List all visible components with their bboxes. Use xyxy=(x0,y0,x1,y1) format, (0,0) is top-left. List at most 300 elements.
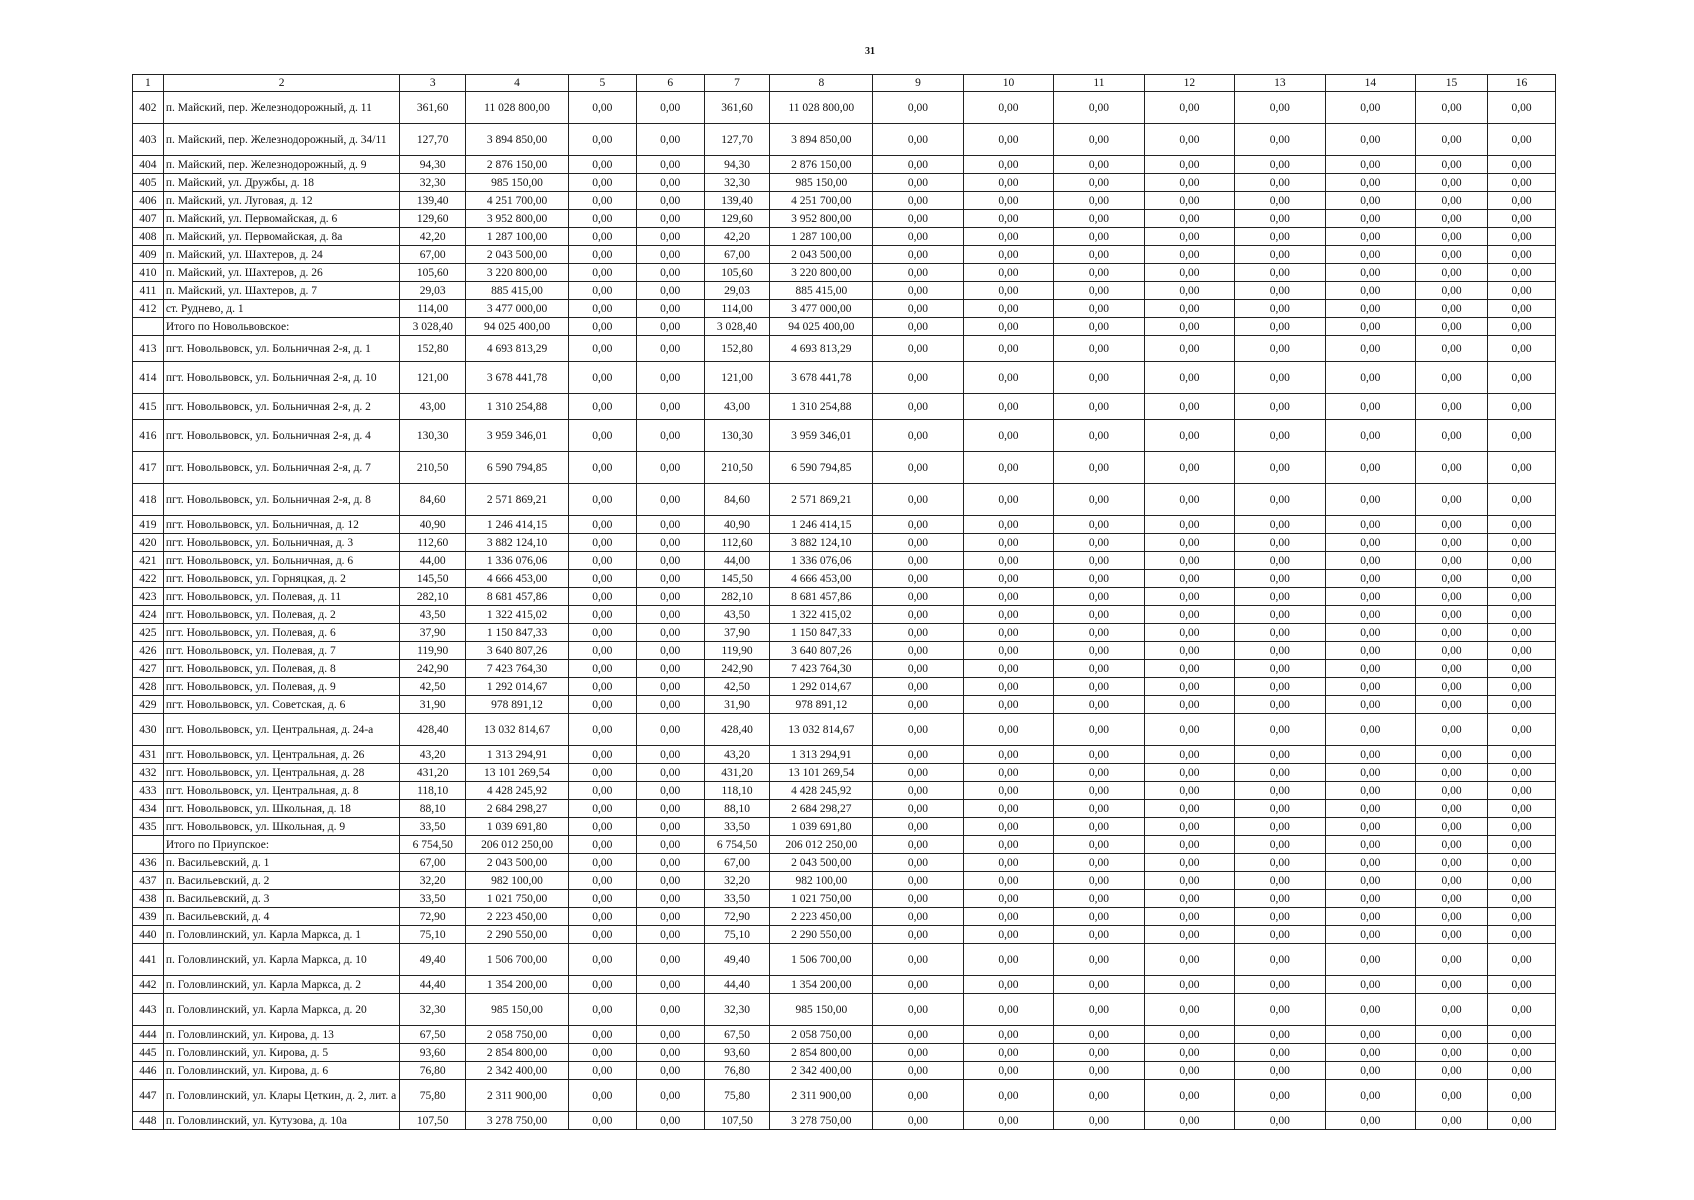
value-cell-col-4: 978 891,12 xyxy=(466,696,569,714)
value-cell-col-12: 0,00 xyxy=(1144,246,1234,264)
value-cell-col-10: 0,00 xyxy=(963,174,1053,192)
value-cell-col-5: 0,00 xyxy=(568,570,636,588)
table-row xyxy=(133,944,1556,976)
value-cell-col-13: 0,00 xyxy=(1235,678,1325,696)
table-row xyxy=(133,1112,1556,1130)
value-cell-col-15: 0,00 xyxy=(1416,872,1488,890)
table-row xyxy=(133,926,1556,944)
value-cell-col-10: 0,00 xyxy=(963,642,1053,660)
value-cell-col-14: 0,00 xyxy=(1325,570,1415,588)
value-cell-col-9: 0,00 xyxy=(873,836,963,854)
value-cell-col-8: 2 223 450,00 xyxy=(770,908,873,926)
value-cell-col-4: 1 354 200,00 xyxy=(466,976,569,994)
value-cell-col-10: 0,00 xyxy=(963,624,1053,642)
value-cell-col-6: 0,00 xyxy=(636,764,704,782)
value-cell-col-7: 112,60 xyxy=(704,534,770,552)
value-cell-col-12: 0,00 xyxy=(1144,394,1234,420)
value-cell-col-12: 0,00 xyxy=(1144,890,1234,908)
value-cell-col-14: 0,00 xyxy=(1325,516,1415,534)
column-header-15: 15 xyxy=(1416,75,1488,92)
value-cell-col-13: 0,00 xyxy=(1235,300,1325,318)
table-row xyxy=(133,642,1556,660)
value-cell-col-5: 0,00 xyxy=(568,516,636,534)
value-cell-col-8: 3 220 800,00 xyxy=(770,264,873,282)
value-cell-col-6: 0,00 xyxy=(636,192,704,210)
value-cell-col-12: 0,00 xyxy=(1144,570,1234,588)
value-cell-col-3: 31,90 xyxy=(400,696,466,714)
value-cell-col-6: 0,00 xyxy=(636,570,704,588)
value-cell-col-8: 1 354 200,00 xyxy=(770,976,873,994)
value-cell-col-10: 0,00 xyxy=(963,836,1053,854)
value-cell-col-6: 0,00 xyxy=(636,714,704,746)
value-cell-col-16: 0,00 xyxy=(1488,926,1556,944)
column-header-3: 3 xyxy=(400,75,466,92)
value-cell-col-10: 0,00 xyxy=(963,994,1053,1026)
value-cell-col-3: 32,30 xyxy=(400,994,466,1026)
value-cell-col-16: 0,00 xyxy=(1488,420,1556,452)
value-cell-col-4: 1 336 076,06 xyxy=(466,552,569,570)
value-cell-col-11: 0,00 xyxy=(1054,452,1144,484)
row-number: 419 xyxy=(133,516,164,534)
value-cell-col-8: 6 590 794,85 xyxy=(770,452,873,484)
value-cell-col-4: 7 423 764,30 xyxy=(466,660,569,678)
address-cell: п. Васильевский, д. 1 xyxy=(163,854,399,872)
value-cell-col-5: 0,00 xyxy=(568,800,636,818)
value-cell-col-16: 0,00 xyxy=(1488,836,1556,854)
value-cell-col-5: 0,00 xyxy=(568,552,636,570)
value-cell-col-5: 0,00 xyxy=(568,156,636,174)
column-header-10: 10 xyxy=(963,75,1053,92)
value-cell-col-4: 1 150 847,33 xyxy=(466,624,569,642)
row-number: 408 xyxy=(133,228,164,246)
value-cell-col-12: 0,00 xyxy=(1144,174,1234,192)
value-cell-col-3: 32,20 xyxy=(400,872,466,890)
value-cell-col-10: 0,00 xyxy=(963,908,1053,926)
row-number: 432 xyxy=(133,764,164,782)
value-cell-col-15: 0,00 xyxy=(1416,516,1488,534)
value-cell-col-8: 2 043 500,00 xyxy=(770,246,873,264)
table-row xyxy=(133,678,1556,696)
table-row xyxy=(133,300,1556,318)
value-cell-col-9: 0,00 xyxy=(873,1044,963,1062)
value-cell-col-9: 0,00 xyxy=(873,994,963,1026)
value-cell-col-12: 0,00 xyxy=(1144,1062,1234,1080)
table-row xyxy=(133,818,1556,836)
value-cell-col-4: 3 477 000,00 xyxy=(466,300,569,318)
value-cell-col-11: 0,00 xyxy=(1054,1080,1144,1112)
row-number: 425 xyxy=(133,624,164,642)
address-cell: пгт. Новольвовск, ул. Больничная, д. 3 xyxy=(163,534,399,552)
value-cell-col-13: 0,00 xyxy=(1235,516,1325,534)
address-cell: пгт. Новольвовск, ул. Больничная 2-я, д. 7 xyxy=(163,452,399,484)
value-cell-col-9: 0,00 xyxy=(873,678,963,696)
value-cell-col-11: 0,00 xyxy=(1054,174,1144,192)
value-cell-col-8: 1 246 414,15 xyxy=(770,516,873,534)
value-cell-col-15: 0,00 xyxy=(1416,362,1488,394)
value-cell-col-14: 0,00 xyxy=(1325,854,1415,872)
value-cell-col-3: 75,10 xyxy=(400,926,466,944)
value-cell-col-15: 0,00 xyxy=(1416,908,1488,926)
value-cell-col-11: 0,00 xyxy=(1054,1112,1144,1130)
value-cell-col-12: 0,00 xyxy=(1144,714,1234,746)
value-cell-col-7: 32,20 xyxy=(704,872,770,890)
value-cell-col-11: 0,00 xyxy=(1054,944,1144,976)
value-cell-col-7: 210,50 xyxy=(704,452,770,484)
value-cell-col-5: 0,00 xyxy=(568,1112,636,1130)
address-cell: пгт. Новольвовск, ул. Больничная 2-я, д. 1 xyxy=(163,336,399,362)
row-number: 407 xyxy=(133,210,164,228)
value-cell-col-3: 43,00 xyxy=(400,394,466,420)
value-cell-col-7: 107,50 xyxy=(704,1112,770,1130)
value-cell-col-16: 0,00 xyxy=(1488,552,1556,570)
value-cell-col-14: 0,00 xyxy=(1325,394,1415,420)
value-cell-col-16: 0,00 xyxy=(1488,362,1556,394)
column-number-header xyxy=(133,75,1556,92)
value-cell-col-7: 43,20 xyxy=(704,746,770,764)
value-cell-col-16: 0,00 xyxy=(1488,484,1556,516)
value-cell-col-7: 105,60 xyxy=(704,264,770,282)
value-cell-col-6: 0,00 xyxy=(636,994,704,1026)
value-cell-col-10: 0,00 xyxy=(963,890,1053,908)
table-row xyxy=(133,174,1556,192)
value-cell-col-7: 76,80 xyxy=(704,1062,770,1080)
value-cell-col-8: 2 571 869,21 xyxy=(770,484,873,516)
value-cell-col-3: 33,50 xyxy=(400,890,466,908)
value-cell-col-7: 43,50 xyxy=(704,606,770,624)
value-cell-col-7: 32,30 xyxy=(704,994,770,1026)
value-cell-col-8: 13 101 269,54 xyxy=(770,764,873,782)
value-cell-col-8: 11 028 800,00 xyxy=(770,92,873,124)
value-cell-col-15: 0,00 xyxy=(1416,92,1488,124)
value-cell-col-10: 0,00 xyxy=(963,264,1053,282)
value-cell-col-10: 0,00 xyxy=(963,1026,1053,1044)
value-cell-col-14: 0,00 xyxy=(1325,624,1415,642)
value-cell-col-3: 37,90 xyxy=(400,624,466,642)
value-cell-col-11: 0,00 xyxy=(1054,1044,1144,1062)
value-cell-col-4: 13 032 814,67 xyxy=(466,714,569,746)
row-number: 416 xyxy=(133,420,164,452)
address-cell: пгт. Новольвовск, ул. Больничная 2-я, д. 10 xyxy=(163,362,399,394)
value-cell-col-3: 84,60 xyxy=(400,484,466,516)
value-cell-col-14: 0,00 xyxy=(1325,1044,1415,1062)
address-cell: п. Васильевский, д. 4 xyxy=(163,908,399,926)
table-row xyxy=(133,394,1556,420)
value-cell-col-13: 0,00 xyxy=(1235,282,1325,300)
value-cell-col-5: 0,00 xyxy=(568,890,636,908)
value-cell-col-5: 0,00 xyxy=(568,764,636,782)
value-cell-col-11: 0,00 xyxy=(1054,534,1144,552)
value-cell-col-12: 0,00 xyxy=(1144,836,1234,854)
value-cell-col-4: 2 342 400,00 xyxy=(466,1062,569,1080)
row-number: 433 xyxy=(133,782,164,800)
value-cell-col-9: 0,00 xyxy=(873,534,963,552)
value-cell-col-11: 0,00 xyxy=(1054,800,1144,818)
value-cell-col-9: 0,00 xyxy=(873,1080,963,1112)
value-cell-col-14: 0,00 xyxy=(1325,264,1415,282)
value-cell-col-9: 0,00 xyxy=(873,908,963,926)
table-row xyxy=(133,420,1556,452)
value-cell-col-8: 94 025 400,00 xyxy=(770,318,873,336)
value-cell-col-8: 1 150 847,33 xyxy=(770,624,873,642)
row-number: 435 xyxy=(133,818,164,836)
value-cell-col-4: 4 428 245,92 xyxy=(466,782,569,800)
value-cell-col-9: 0,00 xyxy=(873,944,963,976)
value-cell-col-11: 0,00 xyxy=(1054,890,1144,908)
value-cell-col-9: 0,00 xyxy=(873,782,963,800)
value-cell-col-12: 0,00 xyxy=(1144,1026,1234,1044)
value-cell-col-7: 32,30 xyxy=(704,174,770,192)
value-cell-col-10: 0,00 xyxy=(963,714,1053,746)
value-cell-col-5: 0,00 xyxy=(568,714,636,746)
value-cell-col-10: 0,00 xyxy=(963,1112,1053,1130)
value-cell-col-10: 0,00 xyxy=(963,336,1053,362)
column-header-2: 2 xyxy=(163,75,399,92)
value-cell-col-16: 0,00 xyxy=(1488,1044,1556,1062)
value-cell-col-5: 0,00 xyxy=(568,318,636,336)
row-number: 417 xyxy=(133,452,164,484)
value-cell-col-6: 0,00 xyxy=(636,1026,704,1044)
value-cell-col-13: 0,00 xyxy=(1235,660,1325,678)
value-cell-col-9: 0,00 xyxy=(873,282,963,300)
value-cell-col-5: 0,00 xyxy=(568,606,636,624)
table-row xyxy=(133,264,1556,282)
value-cell-col-4: 1 246 414,15 xyxy=(466,516,569,534)
value-cell-col-14: 0,00 xyxy=(1325,484,1415,516)
value-cell-col-15: 0,00 xyxy=(1416,818,1488,836)
value-cell-col-5: 0,00 xyxy=(568,282,636,300)
value-cell-col-11: 0,00 xyxy=(1054,782,1144,800)
value-cell-col-13: 0,00 xyxy=(1235,714,1325,746)
value-cell-col-15: 0,00 xyxy=(1416,606,1488,624)
value-cell-col-3: 33,50 xyxy=(400,818,466,836)
value-cell-col-11: 0,00 xyxy=(1054,570,1144,588)
value-cell-col-3: 75,80 xyxy=(400,1080,466,1112)
value-cell-col-12: 0,00 xyxy=(1144,1112,1234,1130)
value-cell-col-14: 0,00 xyxy=(1325,552,1415,570)
value-cell-col-16: 0,00 xyxy=(1488,92,1556,124)
value-cell-col-12: 0,00 xyxy=(1144,318,1234,336)
table-row xyxy=(133,228,1556,246)
value-cell-col-3: 43,50 xyxy=(400,606,466,624)
value-cell-col-3: 127,70 xyxy=(400,124,466,156)
value-cell-col-16: 0,00 xyxy=(1488,994,1556,1026)
value-cell-col-5: 0,00 xyxy=(568,246,636,264)
value-cell-col-8: 1 039 691,80 xyxy=(770,818,873,836)
value-cell-col-4: 1 039 691,80 xyxy=(466,818,569,836)
address-cell: пгт. Новольвовск, ул. Горняцкая, д. 2 xyxy=(163,570,399,588)
table-row xyxy=(133,1080,1556,1112)
value-cell-col-7: 33,50 xyxy=(704,818,770,836)
value-cell-col-13: 0,00 xyxy=(1235,624,1325,642)
value-cell-col-10: 0,00 xyxy=(963,92,1053,124)
row-number: 406 xyxy=(133,192,164,210)
value-cell-col-8: 2 043 500,00 xyxy=(770,854,873,872)
row-number: 424 xyxy=(133,606,164,624)
value-cell-col-16: 0,00 xyxy=(1488,570,1556,588)
value-cell-col-14: 0,00 xyxy=(1325,746,1415,764)
value-cell-col-6: 0,00 xyxy=(636,264,704,282)
value-cell-col-16: 0,00 xyxy=(1488,452,1556,484)
value-cell-col-9: 0,00 xyxy=(873,976,963,994)
value-cell-col-8: 1 313 294,91 xyxy=(770,746,873,764)
value-cell-col-6: 0,00 xyxy=(636,282,704,300)
value-cell-col-14: 0,00 xyxy=(1325,452,1415,484)
value-cell-col-14: 0,00 xyxy=(1325,944,1415,976)
value-cell-col-4: 3 640 807,26 xyxy=(466,642,569,660)
value-cell-col-13: 0,00 xyxy=(1235,782,1325,800)
value-cell-col-5: 0,00 xyxy=(568,1080,636,1112)
value-cell-col-12: 0,00 xyxy=(1144,908,1234,926)
value-cell-col-3: 29,03 xyxy=(400,282,466,300)
value-cell-col-8: 885 415,00 xyxy=(770,282,873,300)
value-cell-col-12: 0,00 xyxy=(1144,926,1234,944)
value-cell-col-15: 0,00 xyxy=(1416,782,1488,800)
value-cell-col-4: 2 290 550,00 xyxy=(466,926,569,944)
value-cell-col-8: 1 021 750,00 xyxy=(770,890,873,908)
value-cell-col-4: 13 101 269,54 xyxy=(466,764,569,782)
value-cell-col-9: 0,00 xyxy=(873,764,963,782)
row-number: 402 xyxy=(133,92,164,124)
value-cell-col-15: 0,00 xyxy=(1416,1026,1488,1044)
value-cell-col-7: 42,50 xyxy=(704,678,770,696)
value-cell-col-4: 1 292 014,67 xyxy=(466,678,569,696)
table-row xyxy=(133,452,1556,484)
value-cell-col-15: 0,00 xyxy=(1416,570,1488,588)
value-cell-col-11: 0,00 xyxy=(1054,660,1144,678)
value-cell-col-16: 0,00 xyxy=(1488,908,1556,926)
value-cell-col-9: 0,00 xyxy=(873,872,963,890)
table-row xyxy=(133,660,1556,678)
value-cell-col-9: 0,00 xyxy=(873,926,963,944)
value-cell-col-9: 0,00 xyxy=(873,156,963,174)
value-cell-col-10: 0,00 xyxy=(963,246,1053,264)
value-cell-col-3: 107,50 xyxy=(400,1112,466,1130)
value-cell-col-16: 0,00 xyxy=(1488,800,1556,818)
value-cell-col-14: 0,00 xyxy=(1325,606,1415,624)
row-number: 443 xyxy=(133,994,164,1026)
value-cell-col-11: 0,00 xyxy=(1054,764,1144,782)
value-cell-col-16: 0,00 xyxy=(1488,318,1556,336)
value-cell-col-5: 0,00 xyxy=(568,484,636,516)
value-cell-col-16: 0,00 xyxy=(1488,534,1556,552)
value-cell-col-14: 0,00 xyxy=(1325,836,1415,854)
row-number: 439 xyxy=(133,908,164,926)
address-cell: п. Головлинский, ул. Кирова, д. 5 xyxy=(163,1044,399,1062)
value-cell-col-7: 114,00 xyxy=(704,300,770,318)
value-cell-col-12: 0,00 xyxy=(1144,336,1234,362)
value-cell-col-15: 0,00 xyxy=(1416,714,1488,746)
value-cell-col-8: 2 876 150,00 xyxy=(770,156,873,174)
value-cell-col-12: 0,00 xyxy=(1144,872,1234,890)
value-cell-col-14: 0,00 xyxy=(1325,908,1415,926)
value-cell-col-14: 0,00 xyxy=(1325,1062,1415,1080)
value-cell-col-6: 0,00 xyxy=(636,908,704,926)
value-cell-col-6: 0,00 xyxy=(636,336,704,362)
value-cell-col-16: 0,00 xyxy=(1488,394,1556,420)
value-cell-col-14: 0,00 xyxy=(1325,800,1415,818)
value-cell-col-10: 0,00 xyxy=(963,746,1053,764)
row-number: 437 xyxy=(133,872,164,890)
value-cell-col-11: 0,00 xyxy=(1054,318,1144,336)
value-cell-col-9: 0,00 xyxy=(873,570,963,588)
table-row xyxy=(133,872,1556,890)
value-cell-col-7: 431,20 xyxy=(704,764,770,782)
value-cell-col-6: 0,00 xyxy=(636,976,704,994)
value-cell-col-8: 3 678 441,78 xyxy=(770,362,873,394)
page-number: 31 xyxy=(865,46,875,57)
value-cell-col-5: 0,00 xyxy=(568,534,636,552)
table-row xyxy=(133,552,1556,570)
value-cell-col-7: 3 028,40 xyxy=(704,318,770,336)
address-cell: пгт. Новольвовск, ул. Школьная, д. 9 xyxy=(163,818,399,836)
value-cell-col-11: 0,00 xyxy=(1054,210,1144,228)
value-cell-col-8: 1 322 415,02 xyxy=(770,606,873,624)
value-cell-col-7: 49,40 xyxy=(704,944,770,976)
value-cell-col-10: 0,00 xyxy=(963,764,1053,782)
value-cell-col-15: 0,00 xyxy=(1416,246,1488,264)
value-cell-col-11: 0,00 xyxy=(1054,872,1144,890)
value-cell-col-14: 0,00 xyxy=(1325,246,1415,264)
table-row xyxy=(133,570,1556,588)
row-number: 415 xyxy=(133,394,164,420)
value-cell-col-3: 361,60 xyxy=(400,92,466,124)
value-cell-col-8: 206 012 250,00 xyxy=(770,836,873,854)
value-cell-col-10: 0,00 xyxy=(963,1080,1053,1112)
value-cell-col-7: 37,90 xyxy=(704,624,770,642)
value-cell-col-9: 0,00 xyxy=(873,246,963,264)
value-cell-col-4: 8 681 457,86 xyxy=(466,588,569,606)
value-cell-col-3: 105,60 xyxy=(400,264,466,282)
table-row xyxy=(133,192,1556,210)
value-cell-col-7: 6 754,50 xyxy=(704,836,770,854)
value-cell-col-9: 0,00 xyxy=(873,362,963,394)
value-cell-col-11: 0,00 xyxy=(1054,836,1144,854)
address-cell: пгт. Новольвовск, ул. Центральная, д. 28 xyxy=(163,764,399,782)
value-cell-col-11: 0,00 xyxy=(1054,926,1144,944)
value-cell-col-10: 0,00 xyxy=(963,944,1053,976)
value-cell-col-11: 0,00 xyxy=(1054,1062,1144,1080)
value-cell-col-15: 0,00 xyxy=(1416,336,1488,362)
value-cell-col-14: 0,00 xyxy=(1325,588,1415,606)
value-cell-col-13: 0,00 xyxy=(1235,570,1325,588)
value-cell-col-3: 112,60 xyxy=(400,534,466,552)
value-cell-col-15: 0,00 xyxy=(1416,124,1488,156)
value-cell-col-15: 0,00 xyxy=(1416,764,1488,782)
value-cell-col-7: 282,10 xyxy=(704,588,770,606)
value-cell-col-16: 0,00 xyxy=(1488,714,1556,746)
value-cell-col-8: 3 278 750,00 xyxy=(770,1112,873,1130)
value-cell-col-11: 0,00 xyxy=(1054,300,1144,318)
value-cell-col-10: 0,00 xyxy=(963,660,1053,678)
value-cell-col-7: 42,20 xyxy=(704,228,770,246)
value-cell-col-4: 94 025 400,00 xyxy=(466,318,569,336)
value-cell-col-8: 1 287 100,00 xyxy=(770,228,873,246)
value-cell-col-10: 0,00 xyxy=(963,210,1053,228)
value-cell-col-6: 0,00 xyxy=(636,624,704,642)
value-cell-col-4: 982 100,00 xyxy=(466,872,569,890)
value-cell-col-6: 0,00 xyxy=(636,452,704,484)
row-number: 428 xyxy=(133,678,164,696)
value-cell-col-14: 0,00 xyxy=(1325,872,1415,890)
row-number: 421 xyxy=(133,552,164,570)
value-cell-col-6: 0,00 xyxy=(636,800,704,818)
value-cell-col-10: 0,00 xyxy=(963,696,1053,714)
value-cell-col-4: 1 313 294,91 xyxy=(466,746,569,764)
value-cell-col-3: 6 754,50 xyxy=(400,836,466,854)
value-cell-col-7: 67,00 xyxy=(704,854,770,872)
value-cell-col-13: 0,00 xyxy=(1235,854,1325,872)
row-number: 422 xyxy=(133,570,164,588)
